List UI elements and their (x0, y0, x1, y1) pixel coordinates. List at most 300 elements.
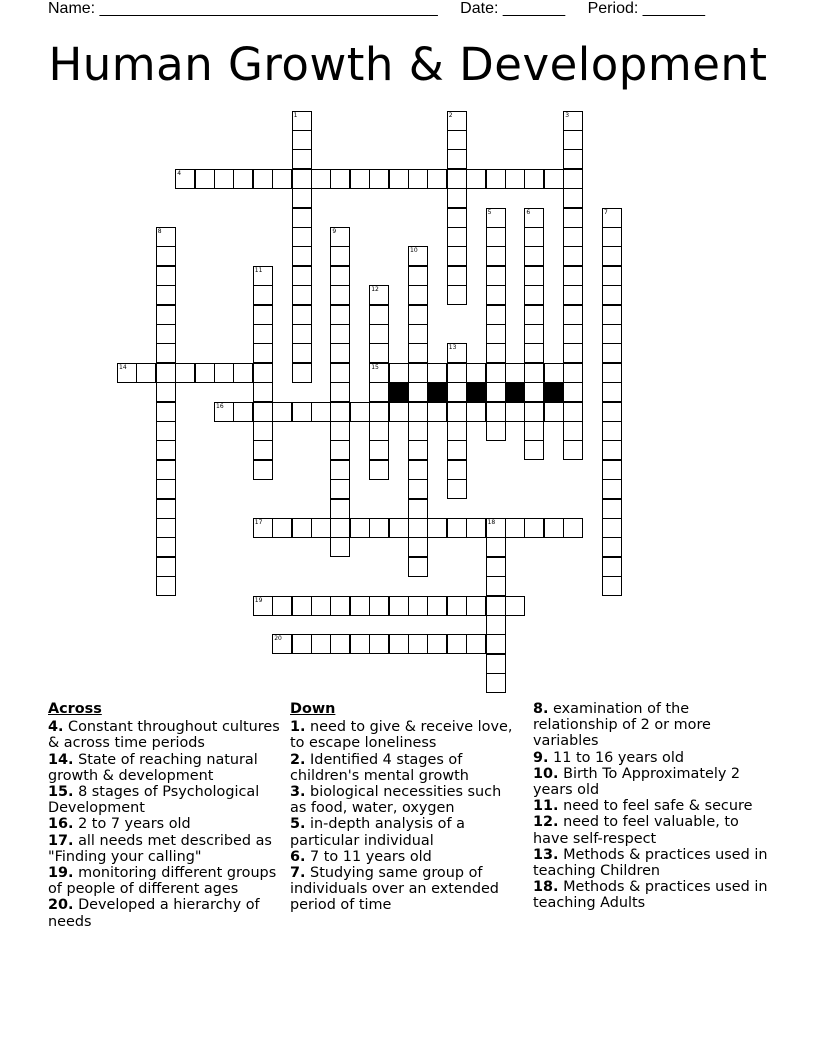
grid-cell[interactable] (369, 596, 389, 616)
grid-cell[interactable] (447, 440, 467, 460)
grid-cell[interactable] (369, 382, 389, 402)
grid-cell[interactable] (292, 111, 312, 131)
grid-cell[interactable] (544, 169, 564, 189)
grid-cell[interactable] (311, 169, 331, 189)
grid-cell[interactable] (408, 324, 428, 344)
grid-cell[interactable] (330, 634, 350, 654)
grid-cell[interactable] (214, 363, 234, 383)
grid-cell[interactable] (214, 402, 234, 422)
grid-cell[interactable] (292, 596, 312, 616)
clue-text: Identified 4 stages of children's mental growth (290, 751, 469, 784)
clue-number: 6. (290, 848, 306, 865)
cell-number: 7 (604, 208, 608, 216)
grid-cell[interactable] (602, 208, 622, 228)
grid-cell[interactable] (253, 596, 273, 616)
grid-cell[interactable] (544, 363, 564, 383)
grid-cell[interactable] (466, 518, 486, 538)
grid-cell[interactable] (447, 634, 467, 654)
grid-cell[interactable] (408, 557, 428, 577)
grid-cell[interactable] (505, 596, 525, 616)
clue-item (48, 784, 280, 816)
grid-cell[interactable] (272, 169, 292, 189)
grid-cell[interactable] (427, 634, 447, 654)
period-field-label[interactable]: Period: _______ (587, 0, 706, 17)
grid-cell[interactable] (524, 440, 544, 460)
grid-cell[interactable] (272, 596, 292, 616)
grid-cell[interactable] (486, 654, 506, 674)
grid-cell[interactable] (563, 382, 583, 402)
grid-cell[interactable] (486, 596, 506, 616)
grid-cell[interactable] (524, 421, 544, 441)
grid-cell[interactable] (602, 440, 622, 460)
grid-cell[interactable] (524, 363, 544, 383)
grid-cell[interactable] (544, 518, 564, 538)
grid-cell[interactable] (156, 266, 176, 286)
grid-cell[interactable] (253, 440, 273, 460)
clue-text: Birth To Approximately 2 years old (533, 765, 741, 799)
grid-cell[interactable] (602, 479, 622, 499)
grid-cell[interactable] (156, 324, 176, 344)
clue-number: 13. (533, 846, 559, 863)
grid-cell[interactable] (156, 557, 176, 577)
grid-cell[interactable] (389, 596, 409, 616)
grid-cell[interactable] (563, 518, 583, 538)
grid-cell[interactable] (602, 363, 622, 383)
grid-cell[interactable] (447, 402, 467, 422)
black-cell (466, 382, 486, 402)
grid-cell[interactable] (330, 596, 350, 616)
grid-cell[interactable] (408, 343, 428, 363)
grid-cell[interactable] (486, 208, 506, 228)
grid-cell[interactable] (292, 324, 312, 344)
grid-cell[interactable] (602, 227, 622, 247)
grid-cell[interactable] (292, 363, 312, 383)
grid-cell[interactable] (563, 402, 583, 422)
grid-cell[interactable] (486, 246, 506, 266)
grid-cell[interactable] (292, 188, 312, 208)
grid-cell[interactable] (524, 246, 544, 266)
grid-cell[interactable] (195, 363, 215, 383)
grid-cell[interactable] (563, 111, 583, 131)
clue-item (533, 798, 768, 814)
clue-item (48, 752, 280, 784)
grid-cell[interactable] (330, 363, 350, 383)
grid-cell[interactable] (427, 169, 447, 189)
grid-cell[interactable] (156, 246, 176, 266)
grid-cell[interactable] (505, 363, 525, 383)
grid-cell[interactable] (447, 208, 467, 228)
grid-cell[interactable] (330, 518, 350, 538)
grid-cell[interactable] (427, 518, 447, 538)
grid-cell[interactable] (253, 402, 273, 422)
grid-cell[interactable] (602, 402, 622, 422)
grid-cell[interactable] (602, 305, 622, 325)
grid-cell[interactable] (486, 324, 506, 344)
clue-text: biological necessities such as food, water, oxygen (290, 784, 502, 817)
grid-cell[interactable] (253, 324, 273, 344)
grid-cell[interactable] (253, 169, 273, 189)
grid-cell[interactable] (447, 363, 467, 383)
clue-text: 2 to 7 years old (73, 816, 191, 833)
grid-cell[interactable] (447, 149, 467, 169)
grid-cell[interactable] (330, 479, 350, 499)
grid-cell[interactable] (505, 402, 525, 422)
grid-cell[interactable] (214, 169, 234, 189)
grid-cell[interactable] (486, 169, 506, 189)
grid-cell[interactable] (427, 596, 447, 616)
grid-cell[interactable] (524, 402, 544, 422)
grid-cell[interactable] (292, 402, 312, 422)
grid-cell[interactable] (486, 421, 506, 441)
grid-cell[interactable] (447, 169, 467, 189)
grid-cell[interactable] (156, 499, 176, 519)
grid-cell[interactable] (408, 266, 428, 286)
clue-number: 14. (48, 751, 74, 768)
grid-cell[interactable] (524, 169, 544, 189)
grid-cell[interactable] (195, 169, 215, 189)
grid-cell[interactable] (486, 402, 506, 422)
clue-number: 10. (533, 765, 559, 782)
grid-cell[interactable] (253, 460, 273, 480)
name-field-label[interactable]: Name: ______________________________________ (48, 0, 438, 17)
grid-cell[interactable] (563, 266, 583, 286)
grid-cell[interactable] (447, 130, 467, 150)
grid-cell[interactable] (602, 343, 622, 363)
grid-cell[interactable] (369, 634, 389, 654)
grid-cell[interactable] (311, 402, 331, 422)
grid-cell[interactable] (156, 479, 176, 499)
grid-cell[interactable] (447, 518, 467, 538)
grid-cell[interactable] (253, 518, 273, 538)
grid-cell[interactable] (447, 111, 467, 131)
grid-cell[interactable] (408, 440, 428, 460)
grid-cell[interactable] (486, 518, 506, 538)
grid-cell[interactable] (292, 285, 312, 305)
black-cell (389, 382, 409, 402)
cell-number: 17 (254, 518, 263, 526)
grid-cell[interactable] (408, 421, 428, 441)
grid-cell[interactable] (292, 266, 312, 286)
grid-cell[interactable] (544, 402, 564, 422)
cell-number: 6 (526, 208, 531, 216)
clue-text: all needs met described as "Finding your calling" (48, 832, 272, 865)
grid-cell[interactable] (330, 169, 350, 189)
clue-item (48, 719, 280, 751)
grid-cell[interactable] (156, 285, 176, 305)
cell-number: 19 (254, 596, 263, 604)
grid-cell[interactable] (117, 363, 137, 383)
clue-item (290, 752, 522, 784)
grid-cell[interactable] (602, 246, 622, 266)
grid-cell[interactable] (466, 363, 486, 383)
grid-cell[interactable] (389, 518, 409, 538)
grid-cell[interactable] (408, 634, 428, 654)
grid-cell[interactable] (311, 518, 331, 538)
grid-cell[interactable] (447, 227, 467, 247)
grid-cell[interactable] (447, 285, 467, 305)
grid-cell[interactable] (447, 188, 467, 208)
cell-number: 2 (448, 111, 453, 119)
grid-cell[interactable] (292, 130, 312, 150)
grid-cell[interactable] (408, 460, 428, 480)
cell-number: 20 (274, 635, 282, 643)
grid-cell[interactable] (330, 537, 350, 557)
grid-cell[interactable] (486, 285, 506, 305)
grid-cell[interactable] (505, 518, 525, 538)
grid-cell[interactable] (408, 537, 428, 557)
clue-item (533, 701, 768, 750)
grid-cell[interactable] (253, 382, 273, 402)
clue-number: 17. (48, 832, 74, 849)
grid-cell[interactable] (563, 305, 583, 325)
grid-cell[interactable] (447, 596, 467, 616)
grid-cell[interactable] (330, 285, 350, 305)
clue-number: 18. (533, 879, 559, 896)
grid-cell[interactable] (408, 246, 428, 266)
grid-cell[interactable] (156, 382, 176, 402)
grid-cell[interactable] (253, 363, 273, 383)
grid-cell[interactable] (156, 576, 176, 596)
grid-cell[interactable] (330, 402, 350, 422)
grid-cell[interactable] (292, 634, 312, 654)
grid-cell[interactable] (602, 266, 622, 286)
grid-cell[interactable] (563, 421, 583, 441)
grid-cell[interactable] (330, 440, 350, 460)
grid-cell[interactable] (408, 402, 428, 422)
grid-cell[interactable] (369, 285, 389, 305)
grid-cell[interactable] (330, 421, 350, 441)
grid-cell[interactable] (427, 363, 447, 383)
grid-cell[interactable] (447, 421, 467, 441)
grid-cell[interactable] (156, 518, 176, 538)
grid-cell[interactable] (156, 537, 176, 557)
grid-cell[interactable] (408, 285, 428, 305)
grid-cell[interactable] (563, 169, 583, 189)
grid-cell[interactable] (350, 634, 370, 654)
grid-cell[interactable] (389, 634, 409, 654)
grid-cell[interactable] (292, 227, 312, 247)
grid-cell[interactable] (330, 305, 350, 325)
grid-cell[interactable] (330, 266, 350, 286)
grid-cell[interactable] (602, 499, 622, 519)
grid-cell[interactable] (602, 421, 622, 441)
grid-cell[interactable] (486, 673, 506, 693)
clue-item (290, 784, 522, 816)
grid-cell[interactable] (486, 363, 506, 383)
grid-cell[interactable] (563, 246, 583, 266)
grid-cell[interactable] (408, 169, 428, 189)
cell-number: 3 (565, 111, 570, 119)
grid-cell[interactable] (563, 324, 583, 344)
grid-cell[interactable] (602, 537, 622, 557)
grid-cell[interactable] (350, 169, 370, 189)
grid-cell[interactable] (156, 363, 176, 383)
grid-cell[interactable] (389, 169, 409, 189)
grid-cell[interactable] (486, 382, 506, 402)
grid-cell[interactable] (447, 266, 467, 286)
grid-cell[interactable] (563, 343, 583, 363)
grid-cell[interactable] (408, 596, 428, 616)
grid-cell[interactable] (292, 246, 312, 266)
grid-cell[interactable] (563, 285, 583, 305)
grid-cell[interactable] (156, 227, 176, 247)
grid-cell[interactable] (156, 305, 176, 325)
grid-cell[interactable] (272, 518, 292, 538)
grid-cell[interactable] (292, 518, 312, 538)
grid-cell[interactable] (369, 343, 389, 363)
grid-cell[interactable] (175, 363, 195, 383)
cell-number: 11 (254, 266, 263, 274)
grid-cell[interactable] (602, 324, 622, 344)
grid-cell[interactable] (369, 305, 389, 325)
grid-cell[interactable] (447, 460, 467, 480)
cell-number: 8 (157, 227, 162, 235)
grid-cell[interactable] (233, 402, 253, 422)
grid-cell[interactable] (369, 169, 389, 189)
clue-item (48, 897, 280, 929)
grid-cell[interactable] (369, 402, 389, 422)
grid-cell[interactable] (156, 343, 176, 363)
grid-cell[interactable] (369, 324, 389, 344)
grid-cell[interactable] (253, 421, 273, 441)
grid-cell[interactable] (563, 208, 583, 228)
grid-cell[interactable] (486, 557, 506, 577)
grid-cell[interactable] (408, 518, 428, 538)
grid-cell[interactable] (602, 460, 622, 480)
grid-cell[interactable] (524, 208, 544, 228)
clue-item (290, 849, 522, 865)
grid-cell[interactable] (292, 149, 312, 169)
grid-cell[interactable] (486, 266, 506, 286)
grid-cell[interactable] (486, 615, 506, 635)
grid-cell[interactable] (524, 382, 544, 402)
grid-cell[interactable] (369, 518, 389, 538)
clue-number: 19. (48, 865, 74, 882)
grid-cell[interactable] (486, 305, 506, 325)
grid-cell[interactable] (156, 440, 176, 460)
grid-cell[interactable] (486, 576, 506, 596)
grid-cell[interactable] (524, 518, 544, 538)
grid-cell[interactable] (524, 305, 544, 325)
grid-cell[interactable] (330, 499, 350, 519)
grid-cell[interactable] (466, 634, 486, 654)
grid-cell[interactable] (563, 149, 583, 169)
grid-cell[interactable] (253, 305, 273, 325)
grid-cell[interactable] (369, 421, 389, 441)
grid-cell[interactable] (486, 343, 506, 363)
grid-cell[interactable] (136, 363, 156, 383)
grid-cell[interactable] (466, 169, 486, 189)
grid-cell[interactable] (524, 343, 544, 363)
grid-cell[interactable] (292, 305, 312, 325)
grid-cell[interactable] (408, 499, 428, 519)
grid-cell[interactable] (408, 363, 428, 383)
grid-cell[interactable] (330, 227, 350, 247)
grid-cell[interactable] (524, 266, 544, 286)
grid-cell[interactable] (233, 363, 253, 383)
grid-cell[interactable] (602, 518, 622, 538)
grid-cell[interactable] (427, 402, 447, 422)
grid-cell[interactable] (602, 576, 622, 596)
grid-cell[interactable] (563, 188, 583, 208)
clue-item (48, 833, 280, 865)
grid-cell[interactable] (486, 634, 506, 654)
grid-cell[interactable] (466, 596, 486, 616)
grid-cell[interactable] (292, 169, 312, 189)
grid-cell[interactable] (524, 324, 544, 344)
grid-cell[interactable] (311, 596, 331, 616)
black-cell (505, 382, 525, 402)
grid-cell[interactable] (292, 343, 312, 363)
grid-cell[interactable] (369, 363, 389, 383)
grid-cell[interactable] (330, 324, 350, 344)
grid-cell[interactable] (447, 343, 467, 363)
grid-cell[interactable] (447, 479, 467, 499)
black-cell (544, 382, 564, 402)
grid-cell[interactable] (350, 518, 370, 538)
cell-number: 18 (487, 518, 496, 526)
grid-cell[interactable] (350, 596, 370, 616)
clue-text: Methods & practices used in teaching Children (533, 846, 768, 880)
grid-cell[interactable] (330, 246, 350, 266)
grid-cell[interactable] (311, 634, 331, 654)
grid-cell[interactable] (563, 440, 583, 460)
grid-cell[interactable] (330, 343, 350, 363)
grid-cell[interactable] (253, 285, 273, 305)
grid-cell[interactable] (292, 208, 312, 228)
grid-cell[interactable] (602, 285, 622, 305)
grid-cell[interactable] (505, 169, 525, 189)
grid-cell[interactable] (447, 246, 467, 266)
grid-cell[interactable] (563, 227, 583, 247)
cell-number: 16 (216, 402, 224, 410)
grid-cell[interactable] (408, 479, 428, 499)
grid-cell[interactable] (408, 305, 428, 325)
grid-cell[interactable] (486, 537, 506, 557)
grid-cell[interactable] (369, 460, 389, 480)
clue-text: in-depth analysis of a particular individual (290, 816, 465, 849)
clue-text: Studying same group of individuals over an extended period of time (290, 865, 499, 914)
grid-cell[interactable] (524, 227, 544, 247)
grid-cell[interactable] (175, 169, 195, 189)
grid-cell[interactable] (330, 382, 350, 402)
grid-cell[interactable] (253, 266, 273, 286)
grid-cell[interactable] (272, 634, 292, 654)
grid-cell[interactable] (330, 460, 350, 480)
grid-cell[interactable] (156, 421, 176, 441)
grid-cell[interactable] (524, 285, 544, 305)
grid-cell[interactable] (272, 402, 292, 422)
grid-cell[interactable] (350, 402, 370, 422)
grid-cell[interactable] (602, 557, 622, 577)
date-field-label[interactable]: Date: _______ (460, 0, 566, 17)
grid-cell[interactable] (389, 402, 409, 422)
grid-cell[interactable] (156, 460, 176, 480)
clue-item (290, 865, 522, 914)
grid-cell[interactable] (602, 382, 622, 402)
grid-cell[interactable] (253, 343, 273, 363)
grid-cell[interactable] (156, 402, 176, 422)
grid-cell[interactable] (486, 227, 506, 247)
grid-cell[interactable] (447, 382, 467, 402)
grid-cell[interactable] (408, 382, 428, 402)
grid-cell[interactable] (389, 363, 409, 383)
grid-cell[interactable] (369, 440, 389, 460)
grid-cell[interactable] (563, 363, 583, 383)
grid-cell[interactable] (466, 402, 486, 422)
grid-cell[interactable] (563, 130, 583, 150)
grid-cell[interactable] (233, 169, 253, 189)
